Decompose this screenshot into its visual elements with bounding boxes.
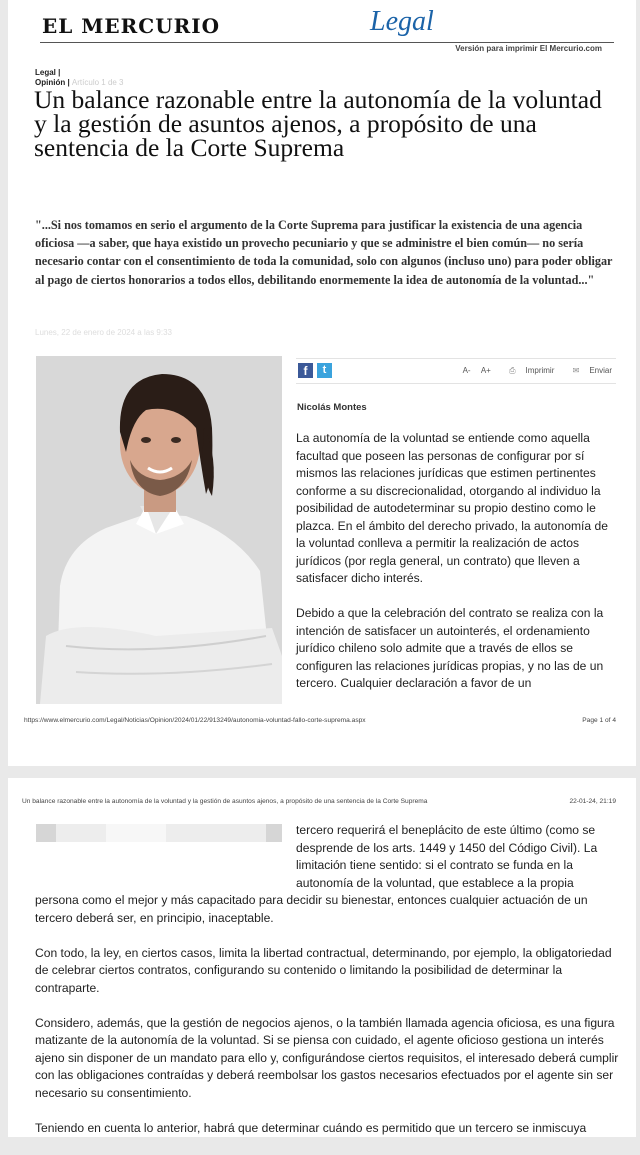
print-page-2: [8, 778, 636, 1137]
print-version-label: Versión para imprimir El Mercurio.com: [455, 44, 602, 53]
font-smaller-button[interactable]: A-: [462, 366, 471, 375]
print-page-1: [8, 0, 636, 766]
print-button[interactable]: [501, 366, 554, 375]
twitter-icon[interactable]: t: [317, 363, 332, 378]
page-header-timestamp: 22-01-24, 21:19: [569, 798, 616, 805]
breadcrumb-opinion[interactable]: Opinión |: [35, 78, 70, 87]
share-toolbar: [296, 358, 616, 384]
paragraph-2-continuation: tercero requerirá el beneplácito de este último (como se desprende de los arts. 1449 y 1450 del Código Civil). La limitación tiene sentido: si el contrato se funda en la autonomía de la voluntad, que establece a la propia: [296, 823, 598, 890]
paragraph-4: Considero, además, que la gestión de negocios ajenos, o la también llamada agencia oficiosa, es una figura matizante de la autonomía de la voluntad. Si se piensa con cuidado, el agente oficioso gestiona un interés ajeno sin disponer de un mandato para ello y, configurándose ciertos requisitos, el interesado deberá cumplir con las obligaciones contraídas y deberá reembolsar los gastos necesarios efectuados por el agente sin ser necesario su consentimiento.: [35, 1015, 619, 1100]
send-label: Enviar: [589, 366, 612, 375]
font-larger-button[interactable]: A+: [480, 366, 491, 375]
page-header-title: Un balance razonable entre la autonomía de la voluntad y la gestión de asuntos ajenos, a propósito de una sentencia de la Corte Suprema: [22, 798, 428, 805]
page-url: https://www.elmercurio.com/Legal/Noticias/Opinion/2024/01/22/913249/autonomia-voluntad-fallo-corte-suprema.aspx: [24, 717, 366, 724]
article-tools: [455, 366, 612, 376]
send-button[interactable]: [565, 366, 612, 375]
masthead: [40, 8, 614, 43]
paragraph-2: Debido a que la celebración del contrato se realiza con la intención de satisfacer un autointerés, el ordenamiento jurídico chileno solo admite que a través de ellos se configuren las relaciones jurídicas propias, y no las de un tercero. Cualquier declaración a favor de un: [296, 606, 604, 690]
article-date: Lunes, 22 de enero de 2024 a las 9:33: [35, 328, 172, 337]
article-author[interactable]: Nicolás Montes: [297, 402, 367, 413]
paragraph-3: Con todo, la ley, en ciertos casos, limita la libertad contractual, determinando, por ejemplo, la obligatoriedad de celebrar ciertos contratos, configurando su contenido o limitando la posibilidad de determinar la contraparte.: [35, 945, 612, 995]
article-lead: "...Si nos tomamos en serio el argumento de la Corte Suprema para justificar la existencia de una agencia oficiosa —a saber, que haya existido un provecho pecuniario y que se administre el bien común— no sería necesario contar con el consentimiento de toda la comunidad, solo con algunos (incluso uno) para poder obligar al pago de ciertos honorarios a todos ellos, debilitando enormemente la idea de autonomía de la voluntad...": [35, 218, 613, 287]
breadcrumb-legal[interactable]: Legal |: [35, 68, 61, 77]
author-photo-continuation: [36, 824, 282, 842]
paragraph-5: Teniendo en cuenta lo anterior, habrá que determinar cuándo es permitido que un tercero se inmiscuya: [35, 1120, 587, 1135]
article-counter: Artículo 1 de 3: [71, 78, 124, 87]
paragraph-2-end: persona como el mejor y más capacitado para decidir su bienestar, entonces cualquier actuación de un tercero deberá ser, en principio, inaceptable.: [35, 893, 588, 925]
printer-icon: ⎙: [509, 366, 516, 375]
envelope-icon: ✉: [572, 366, 580, 375]
article-title: Un balance razonable entre la autonomía de la voluntad y la gestión de asuntos ajenos, a propósito de una sentencia de la Corte Suprema: [34, 85, 602, 162]
section-logo[interactable]: Legal: [370, 6, 434, 37]
article-body-column: [296, 430, 618, 710]
article-body-full: [35, 892, 619, 1155]
facebook-icon[interactable]: f: [298, 363, 313, 378]
print-label: Imprimir: [525, 366, 555, 375]
paragraph-1: La autonomía de la voluntad se entiende como aquella facultad que poseen las personas de configurar por sí mismos las relaciones jurídicas que estimen pertinentes conforme a su discrecionalidad, otorgando al individuo la posibilidad de autodeterminar su propio destino como le plazca. En el ámbito del derecho privado, la autonomía de la voluntad conlleva a permitir la realización de actos jurídicos (por regla general, un contrato) que lleven a satisfacer dicho interés.: [296, 431, 608, 585]
brand-logo[interactable]: EL MERCURIO: [42, 14, 221, 38]
author-photo: [36, 356, 282, 704]
page-number: Page 1 of 4: [582, 717, 616, 724]
